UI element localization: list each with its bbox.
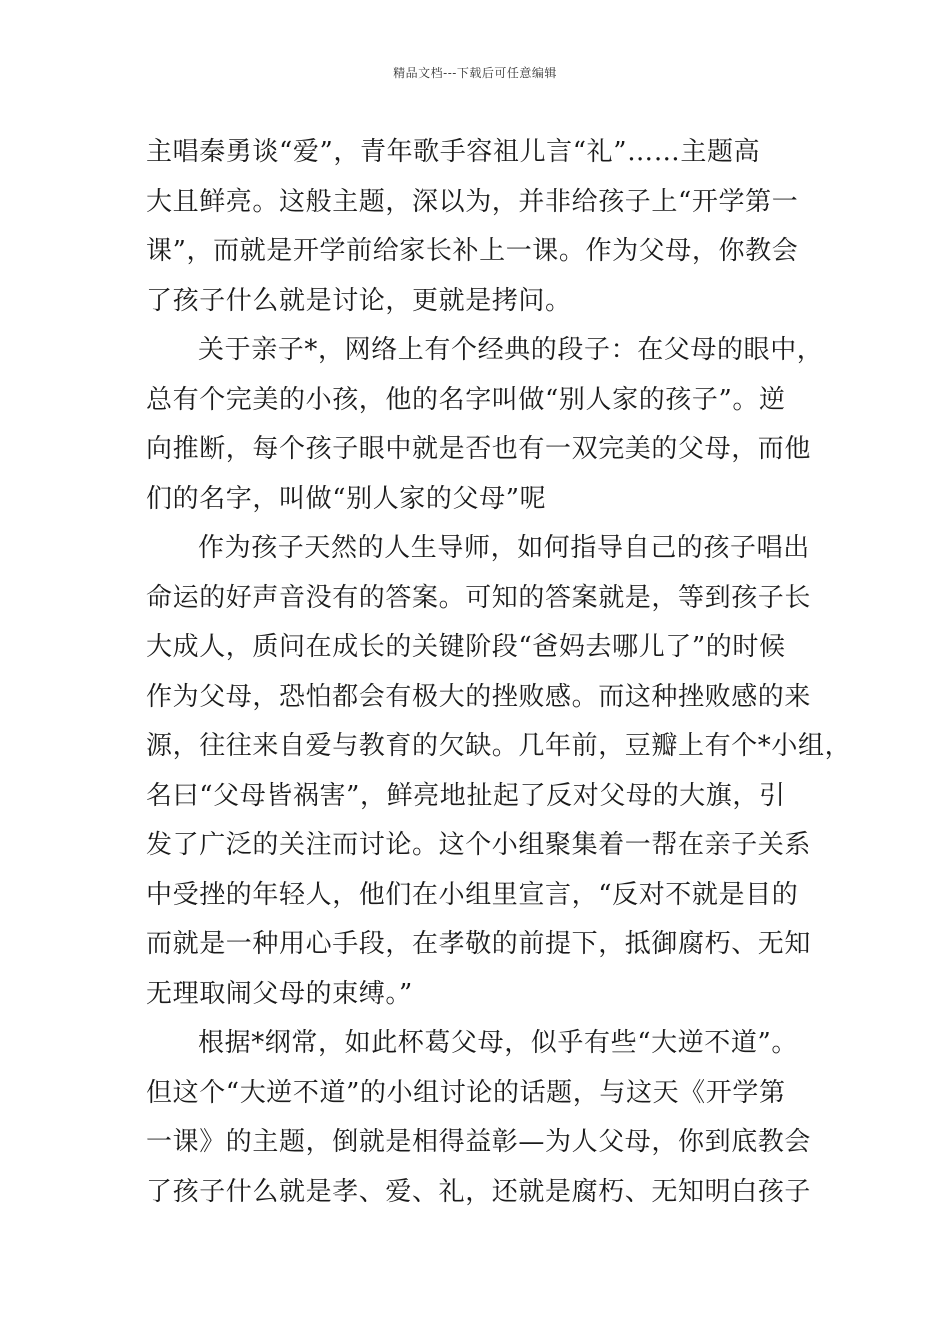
text-line: 了孩子什么就是孝、爱、礼，还就是腐朽、无知明白孩子 [146, 1176, 812, 1207]
text-line: 大成人，质问在成长的关键阶段“爸妈去哪儿了”的时候 [146, 632, 786, 662]
text-line: 课”，而就是开学前给家长补上一课。作为父母，你教会 [146, 236, 799, 266]
text-line: 一课》的主题，倒就是相得益彰—为人父母，你到底教会 [146, 1127, 812, 1157]
text-line: 中受挫的年轻人，他们在小组里宣言，“反对不就是目的 [146, 879, 799, 910]
page-header: 精品文档---下载后可任意编辑 [393, 66, 557, 80]
text-line: 作为父母，恐怕都会有极大的挫败感。而这种挫败感的来 [146, 681, 812, 712]
document-body [146, 128, 852, 1217]
text-line: 们的名字，叫做“别人家的父母”呢 [146, 483, 547, 514]
text-line: 源，往往来自爱与教育的欠缺。几年前，豆瓣上有个*小组， [146, 731, 852, 761]
text-line: 名曰“父母皆祸害”，鲜亮地扯起了反对父母的大旗，引 [146, 780, 786, 811]
text-line: 总有个完美的小孩，他的名字叫做“别人家的孩子”。逆 [146, 384, 786, 415]
text-line: 关于亲子*，网络上有个经典的段子：在父母的眼中， [198, 335, 824, 365]
text-line: 命运的好声音没有的答案。可知的答案就是，等到孩子长 [146, 582, 812, 613]
text-line: 但这个“大逆不道”的小组讨论的话题，与这天《开学第 [146, 1077, 786, 1108]
text-line: 无理取闹父母的束缚。” [146, 978, 413, 1009]
text-line: 作为孩子天然的人生导师，如何指导自己的孩子唱出 [198, 533, 810, 563]
text-line: 根据*纲常，如此杯葛父母，似乎有些“大逆不道”。 [198, 1028, 798, 1058]
text-line: 大且鲜亮。这般主题，深以为，并非给孩子上“开学第一 [146, 186, 799, 217]
text-line: 主唱秦勇谈“爱”，青年歌手容祖儿言“礼”……主题高 [146, 137, 761, 167]
text-line: 了孩子什么就是讨论，更就是拷问。 [146, 285, 572, 316]
text-line: 发了广泛的关注而讨论。这个小组聚集着一帮在亲子关系 [146, 830, 812, 860]
text-line: 而就是一种用心手段，在孝敬的前提下，抵御腐朽、无知 [146, 929, 812, 959]
text-line: 向推断，每个孩子眼中就是否也有一双完美的父母，而他 [146, 434, 812, 464]
